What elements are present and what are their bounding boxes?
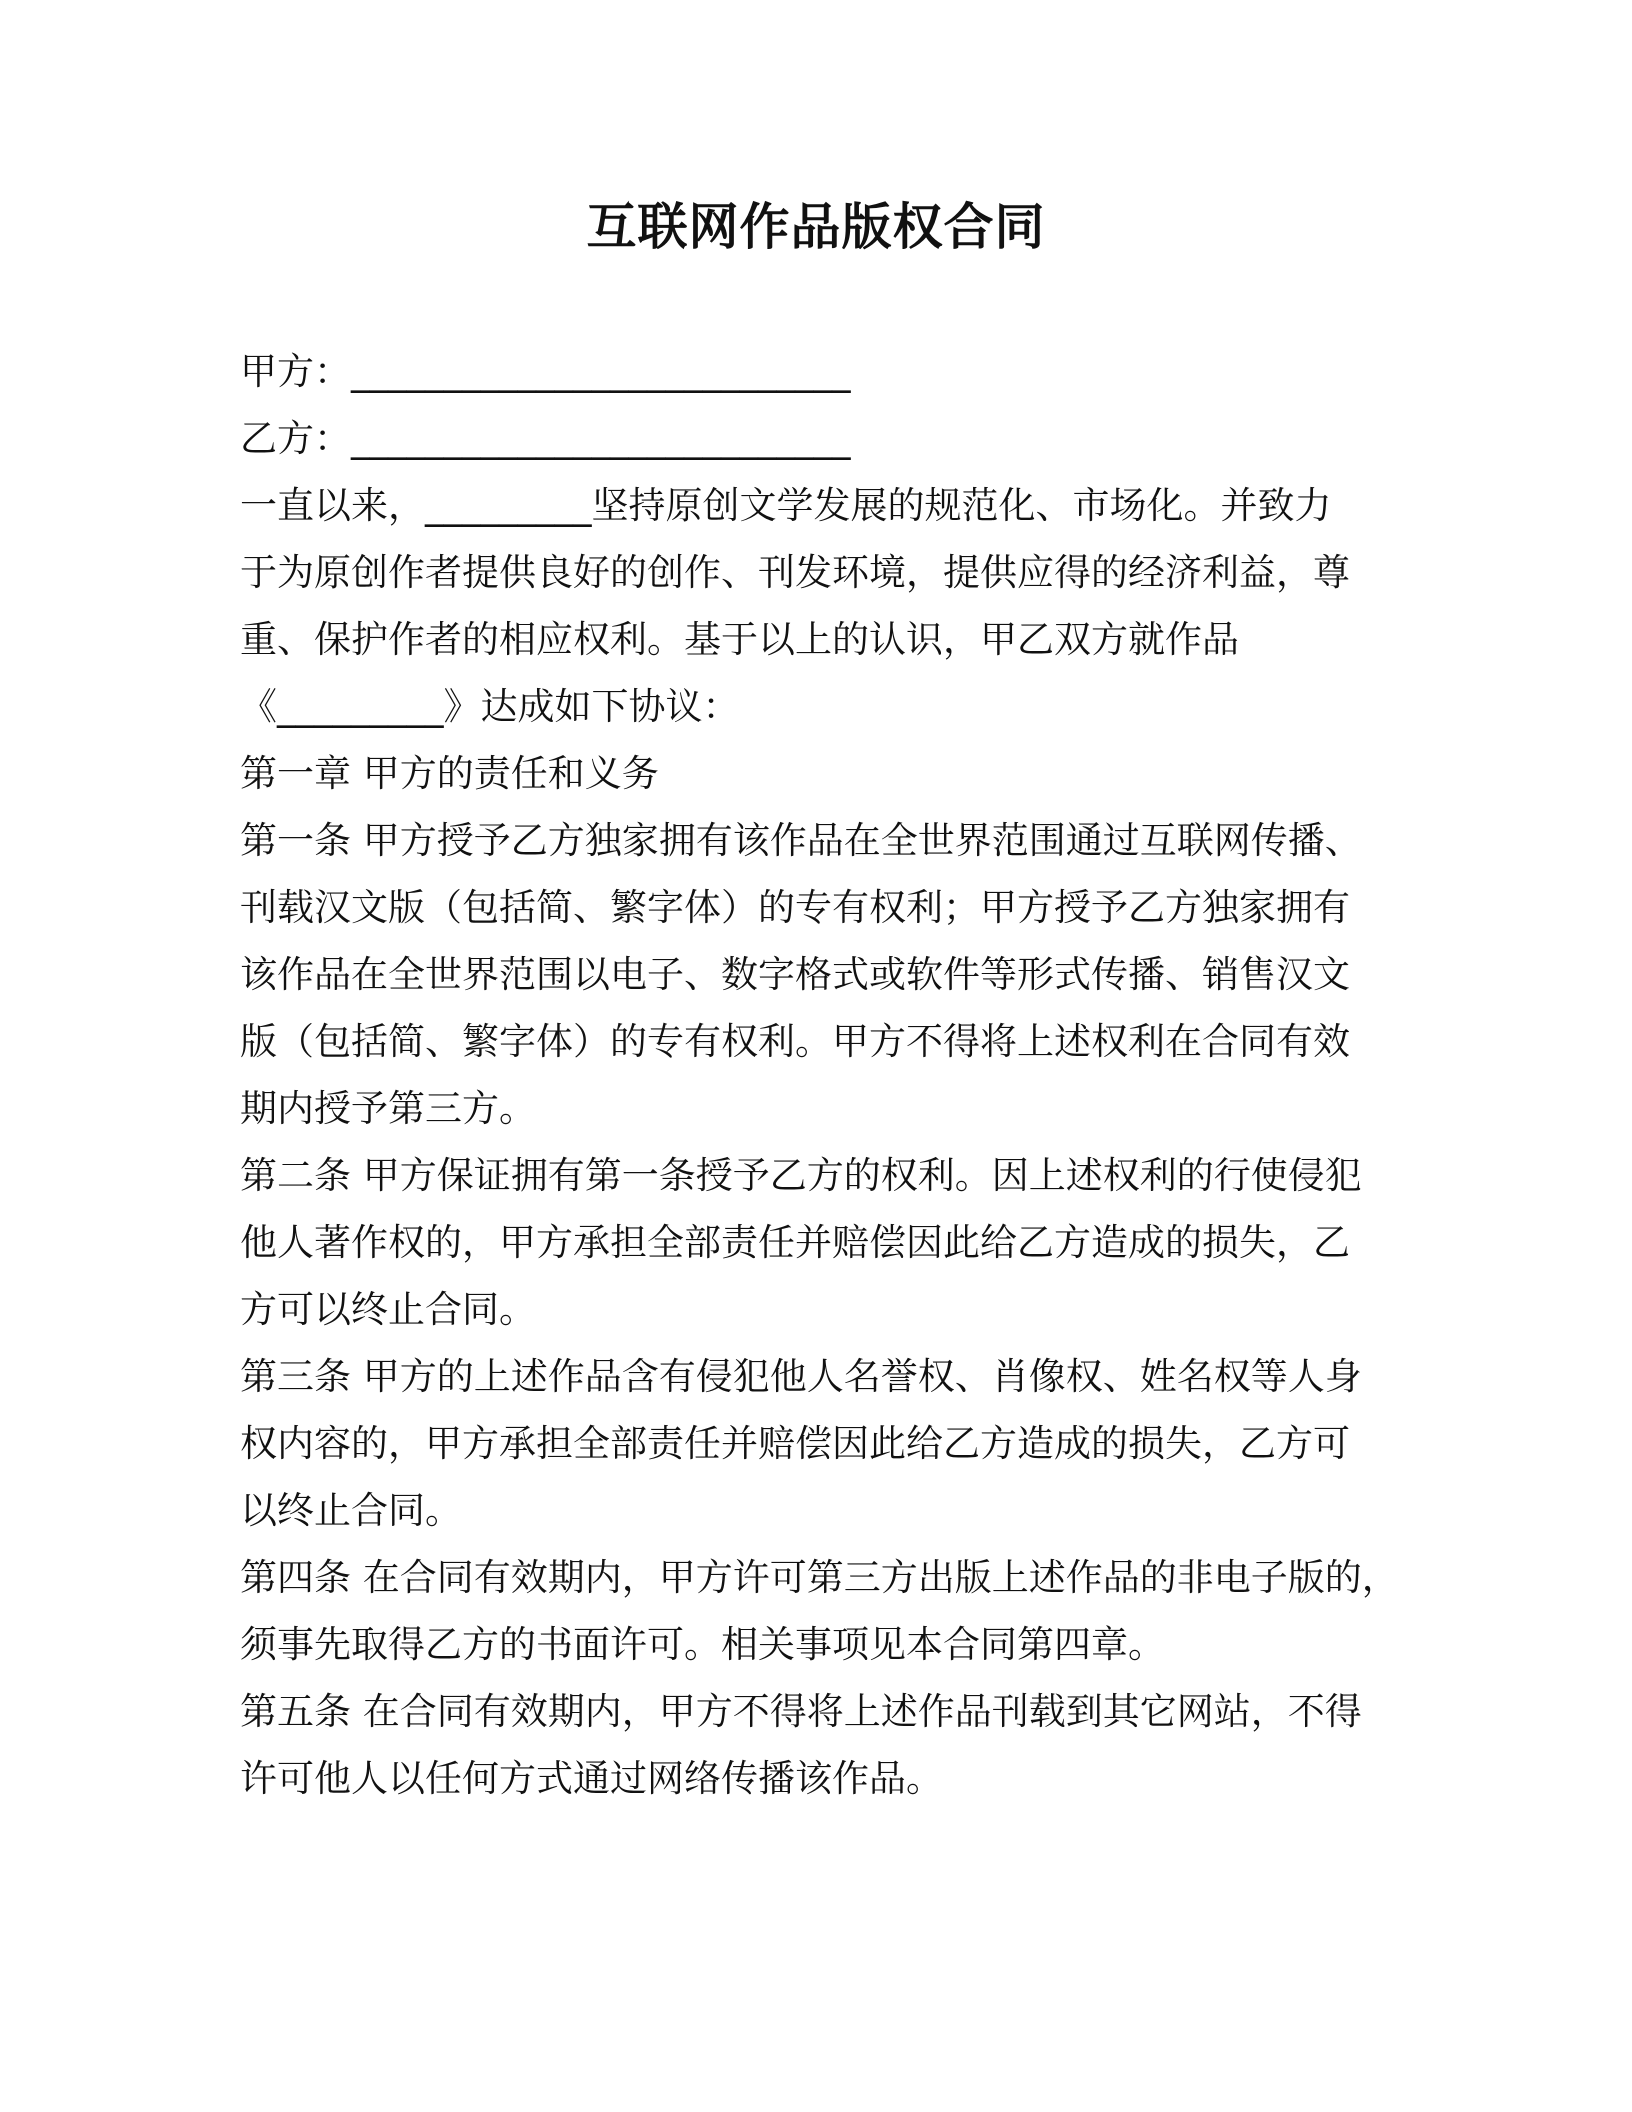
preamble-line: 于为原创作者提供良好的创作、刊发环境，提供应得的经济利益，尊 xyxy=(240,551,1350,594)
article-line: 许可他人以任何方式通过网络传播该作品。 xyxy=(240,1757,943,1800)
preamble-line: 重、保护作者的相应权利。基于以上的认识，甲乙双方就作品 xyxy=(240,618,1239,661)
article-line: 方可以终止合同。 xyxy=(240,1288,536,1331)
preamble-line: 一直以来，_________坚持原创文学发展的规范化、市场化。并致力 xyxy=(240,484,1332,527)
article-line: 第四条 在合同有效期内，甲方许可第三方出版上述作品的非电子版的， xyxy=(240,1556,1399,1599)
article-line: 他人著作权的，甲方承担全部责任并赔偿因此给乙方造成的损失，乙 xyxy=(240,1221,1350,1264)
article-line: 第五条 在合同有效期内，甲方不得将上述作品刊载到其它网站，不得 xyxy=(240,1690,1362,1733)
party-a-line: 甲方：___________________________ xyxy=(240,350,851,393)
document-title: 互联网作品版权合同 xyxy=(586,198,1046,256)
chapter-heading: 第一章 甲方的责任和义务 xyxy=(240,752,659,795)
article-line: 第一条 甲方授予乙方独家拥有该作品在全世界范围通过互联网传播、 xyxy=(240,819,1362,862)
article-line: 期内授予第三方。 xyxy=(240,1087,536,1130)
preamble-line: 《_________》达成如下协议： xyxy=(240,685,740,728)
party-b-line: 乙方：___________________________ xyxy=(240,417,851,460)
article-line: 该作品在全世界范围以电子、数字格式或软件等形式传播、销售汉文 xyxy=(240,953,1350,996)
article-line: 权内容的，甲方承担全部责任并赔偿因此给乙方造成的损失，乙方可 xyxy=(240,1422,1350,1465)
article-line: 须事先取得乙方的书面许可。相关事项见本合同第四章。 xyxy=(240,1623,1165,1666)
article-line: 第三条 甲方的上述作品含有侵犯他人名誉权、肖像权、姓名权等人身 xyxy=(240,1355,1362,1398)
article-line: 第二条 甲方保证拥有第一条授予乙方的权利。因上述权利的行使侵犯 xyxy=(240,1154,1362,1197)
article-line: 刊载汉文版（包括简、繁字体）的专有权利；甲方授予乙方独家拥有 xyxy=(240,886,1350,929)
article-line: 版（包括简、繁字体）的专有权利。甲方不得将上述权利在合同有效 xyxy=(240,1020,1350,1063)
document-body xyxy=(240,338,1410,1812)
article-line: 以终止合同。 xyxy=(240,1489,462,1532)
